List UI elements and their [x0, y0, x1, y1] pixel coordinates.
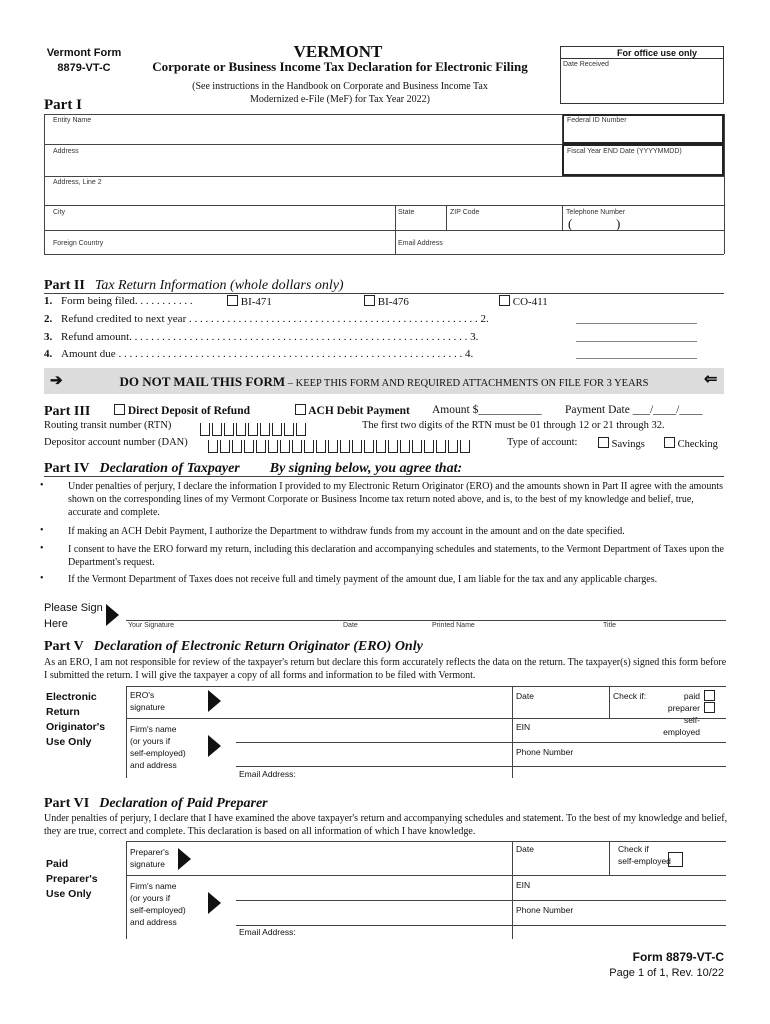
bi476-checkbox[interactable] [364, 295, 375, 306]
preparer-check-label [618, 843, 671, 867]
banner-bold: DO NOT MAIL THIS FORM [119, 374, 286, 389]
left-arrow-icon: ⇐ [704, 371, 718, 388]
line4-text: Amount due . . . . . . . . . . . . . . . . . . . . . . . . . . . . . . . . . . . . . . . . . . . . . . . . . . . . . . . . . . . . . . . 4. [61, 348, 474, 360]
footer [560, 950, 724, 979]
preparer-signature-label [130, 846, 169, 870]
instructions-line2: Modernized e-File (MeF) for Tax Year 2022) [250, 94, 430, 105]
instructions [150, 80, 530, 106]
co411-option[interactable] [499, 295, 548, 308]
dan-label: Depositor account number (DAN) [44, 437, 188, 448]
preparer-check-2: self-employed [618, 856, 671, 866]
ach-option[interactable] [295, 404, 410, 417]
city-field[interactable]: City [53, 209, 66, 216]
line3-num: 3. [44, 331, 53, 343]
bullet-4: • [40, 573, 44, 584]
part4-title: Declaration of Taxpayer [99, 461, 240, 476]
preparer-declaration: Under penalties of perjury, I declare that I have examined the above taxpayer's return and accompanying schedules and statement. To the best of my knowledge and belief, they are true, correct and complete. This declaration is based on all information of which I have knowledge. [44, 813, 728, 837]
line4-input[interactable]: ______________________ [576, 348, 697, 360]
bi471-checkbox[interactable] [227, 295, 238, 306]
part4-label: Part IV [44, 461, 90, 476]
ero-firm-3: self-employed) [130, 748, 186, 758]
line3-input[interactable]: ______________________ [576, 331, 697, 343]
title-label: Title [603, 622, 616, 629]
email-field[interactable]: Email Address [398, 240, 443, 247]
declaration-3: I consent to have the ERO forward my return, including this declaration and accompanying schedules and statements, to the Vermont Department of Taxes upon the Department's request. [68, 544, 724, 568]
form-name-line2: 8879-VT-C [57, 62, 111, 74]
ero-side-1: Electronic [46, 691, 97, 703]
ero-paid-preparer-label: paid preparer [667, 691, 700, 713]
preparer-side-label [46, 857, 98, 902]
ero-phone-label: Phone Number [516, 747, 574, 757]
ach-label: ACH Debit Payment [308, 405, 410, 417]
line4-num: 4. [44, 348, 53, 360]
date-received-label: Date Received [563, 61, 609, 68]
ero-firm-4: and address [130, 760, 177, 770]
federal-id-label: Federal ID Number [567, 117, 627, 124]
type-account-label: Type of account: [507, 437, 578, 448]
telephone-paren-open: ( [568, 216, 573, 231]
zip-field[interactable]: ZIP Code [450, 209, 480, 216]
rtn-input[interactable] [200, 420, 308, 438]
please-sign-line2: Here [44, 618, 68, 630]
sig-date-label: Date [343, 622, 358, 629]
bullet-3: • [40, 543, 44, 554]
preparer-firm-3: self-employed) [130, 905, 186, 915]
declaration-2: If making an ACH Debit Payment, I authorize the Department to withdraw funds from my account in the amount and on the date specified. [68, 526, 625, 537]
preparer-firm-4: and address [130, 917, 177, 927]
part6-label: Part VI [44, 796, 90, 811]
federal-id-box[interactable] [562, 114, 724, 144]
ero-side-label [46, 690, 105, 750]
bi471-label: BI-471 [240, 296, 272, 308]
fiscal-year-label: Fiscal Year END Date (YYYYMMDD) [567, 148, 682, 155]
ero-check-if: Check if: [613, 691, 647, 701]
preparer-date-label: Date [516, 844, 534, 854]
co411-checkbox[interactable] [499, 295, 510, 306]
telephone-field[interactable]: Telephone Number [566, 209, 626, 216]
ero-declaration: As an ERO, I am not responsible for review of the taxpayer's return but declare this form accurately reflects the data on the return. The taxpayer(s) signed this form before I submitted the return. I will give the taxpayer a copy of all forms and information to be filed with Vermont. [44, 657, 727, 681]
foreign-country-field[interactable]: Foreign Country [53, 240, 104, 247]
ero-ein-label: EIN [516, 722, 531, 732]
preparer-side-2: Preparer's [46, 873, 98, 885]
savings-checkbox[interactable] [598, 437, 609, 448]
office-use-box [560, 46, 724, 104]
ero-side-3: Originator's [46, 721, 106, 733]
line1-text: Form being filed. . . . . . . . . . . [61, 295, 193, 307]
please-sign-line1: Please Sign [44, 602, 103, 614]
preparer-firm-arrow-icon [208, 892, 221, 914]
bullet-1: • [40, 480, 44, 491]
checking-label: Checking [677, 439, 718, 450]
part5-label: Part V [44, 639, 84, 654]
line2-input[interactable]: ______________________ [576, 313, 697, 325]
do-not-mail-banner [44, 368, 724, 394]
direct-deposit-checkbox[interactable] [114, 404, 125, 415]
preparer-email-label[interactable]: Email Address: [239, 927, 296, 937]
ero-self-employed-checkbox[interactable] [704, 702, 715, 713]
bi471-option[interactable] [227, 295, 272, 308]
please-sign [44, 600, 103, 632]
sign-arrow-icon [106, 604, 119, 626]
preparer-sig-1: Preparer's [130, 847, 169, 857]
savings-option[interactable] [598, 437, 645, 450]
taxpayer-signature-line[interactable] [126, 620, 726, 621]
fiscal-year-box[interactable] [562, 144, 724, 176]
telephone-paren-close: ) [616, 216, 621, 231]
state-title: VERMONT [293, 42, 383, 61]
preparer-sig-2: signature [130, 859, 165, 869]
part1-label: Part I [44, 97, 82, 113]
ero-date-label: Date [516, 691, 534, 701]
rtn-label: Routing transit number (RTN) [44, 420, 172, 431]
ero-side-4: Use Only [46, 736, 92, 748]
checking-option[interactable] [664, 437, 718, 450]
ero-signature-label [130, 689, 165, 713]
bi476-label: BI-476 [377, 296, 409, 308]
address2-field[interactable]: Address, Line 2 [53, 179, 102, 186]
footer-form: Form 8879-VT-C [632, 950, 724, 964]
part5-title: Declaration of Electronic Return Originator (ERO) Only [93, 639, 423, 654]
ero-firm-label [130, 723, 186, 771]
rtn-note: The first two digits of the RTN must be 01 through 12 or 21 through 32. [362, 420, 665, 431]
preparer-firm-1: Firm's name [130, 881, 177, 891]
preparer-self-employed-checkbox[interactable] [668, 852, 683, 867]
printed-name-label: Printed Name [432, 622, 475, 629]
line1 [44, 295, 193, 307]
preparer-side-3: Use Only [46, 888, 92, 900]
right-arrow-icon: ➔ [50, 372, 63, 389]
page-title: Corporate or Business Income Tax Declaration for Electronic Filing [152, 59, 528, 74]
ero-firm-arrow-icon [208, 735, 221, 757]
part4-header [44, 459, 462, 477]
line3 [44, 331, 478, 343]
checking-checkbox[interactable] [664, 437, 675, 448]
footer-page: Page 1 of 1, Rev. 10/22 [609, 967, 724, 979]
preparer-firm-2: (or yours if [130, 893, 171, 903]
form-name-line1: Vermont Form [46, 47, 122, 59]
dan-input[interactable] [208, 437, 472, 455]
line1-num: 1. [44, 295, 53, 307]
declaration-4: If the Vermont Department of Taxes does not receive full and timely payment of the amount due, I am liable for the tax and any applicable charges. [68, 574, 658, 585]
amount-field[interactable]: Amount $___________ [432, 404, 542, 416]
direct-deposit-option[interactable] [114, 404, 250, 417]
ero-side-2: Return [46, 706, 80, 718]
part2-title: Tax Return Information (whole dollars only) [94, 278, 344, 293]
part6-title: Declaration of Paid Preparer [99, 796, 268, 811]
ero-self-employed-label: self-employed [663, 715, 700, 737]
part2-header [44, 276, 344, 294]
preparer-side-1: Paid [46, 858, 69, 870]
instructions-line1: (See instructions in the Handbook on Corporate and Business Income Tax [192, 81, 488, 92]
co411-label: CO-411 [512, 296, 548, 308]
payment-date-field[interactable]: Payment Date ___/____/____ [565, 404, 703, 416]
banner-rest: – KEEP THIS FORM AND REQUIRED ATTACHMENTS ON FILE FOR 3 YEARS [285, 378, 649, 389]
part5-header [44, 637, 423, 655]
line2-text: Refund credited to next year . . . . . . . . . . . . . . . . . . . . . . . . . . . . . . . . . . . . . . . . . . . . . . . . . . . . . 2. [61, 313, 489, 325]
ero-firm-2: (or yours if [130, 736, 171, 746]
ero-firm-1: Firm's name [130, 724, 177, 734]
part3-label: Part III [44, 404, 91, 419]
savings-label: Savings [611, 439, 645, 450]
preparer-phone-label: Phone Number [516, 905, 574, 915]
your-signature-label: Your Signature [128, 622, 175, 629]
ero-sig-1: ERO's [130, 690, 155, 700]
form-name [44, 46, 124, 76]
entity-name-field[interactable]: Entity Name [53, 117, 92, 124]
preparer-check-1: Check if [618, 844, 649, 854]
bullet-2: • [40, 525, 44, 536]
direct-deposit-label: Direct Deposit of Refund [127, 405, 250, 417]
line4 [44, 348, 473, 360]
part4-subtitle: By signing below, you agree that: [269, 461, 463, 476]
banner-text [74, 373, 694, 391]
declaration-1: Under penalties of perjury, I declare the information I provided to my Electronic Return Originator (ERO) and the amounts shown in Part II agree with the amounts shown on the corresponding lines of my Vermont Corporate or Business Income tax return noted above, and is, to the best of my knowledge and belief, true, accurate and complete. [68, 481, 723, 518]
ero-check-labels [650, 690, 700, 738]
line2-num: 2. [44, 313, 53, 325]
ach-checkbox[interactable] [295, 404, 306, 415]
ero-sig-arrow-icon [208, 690, 221, 712]
bi476-option[interactable] [364, 295, 409, 308]
ero-paid-preparer-checkbox[interactable] [704, 690, 715, 701]
address-field[interactable]: Address [53, 148, 79, 155]
state-field[interactable]: State [398, 209, 415, 216]
part2-label: Part II [44, 278, 85, 293]
part3-header [44, 402, 90, 420]
preparer-sig-arrow-icon [178, 848, 191, 870]
line3-text: Refund amount. . . . . . . . . . . . . . . . . . . . . . . . . . . . . . . . . . . . . . . . . . . . . . . . . . . . . . . . . . . . . . 3. [61, 331, 479, 343]
preparer-firm-label [130, 880, 186, 928]
part6-header [44, 794, 268, 812]
line2 [44, 313, 489, 325]
preparer-ein-label: EIN [516, 880, 531, 890]
ero-email-label[interactable]: Email Address: [239, 769, 296, 779]
office-use-label: For office use only [561, 47, 723, 59]
ero-sig-2: signature [130, 702, 165, 712]
